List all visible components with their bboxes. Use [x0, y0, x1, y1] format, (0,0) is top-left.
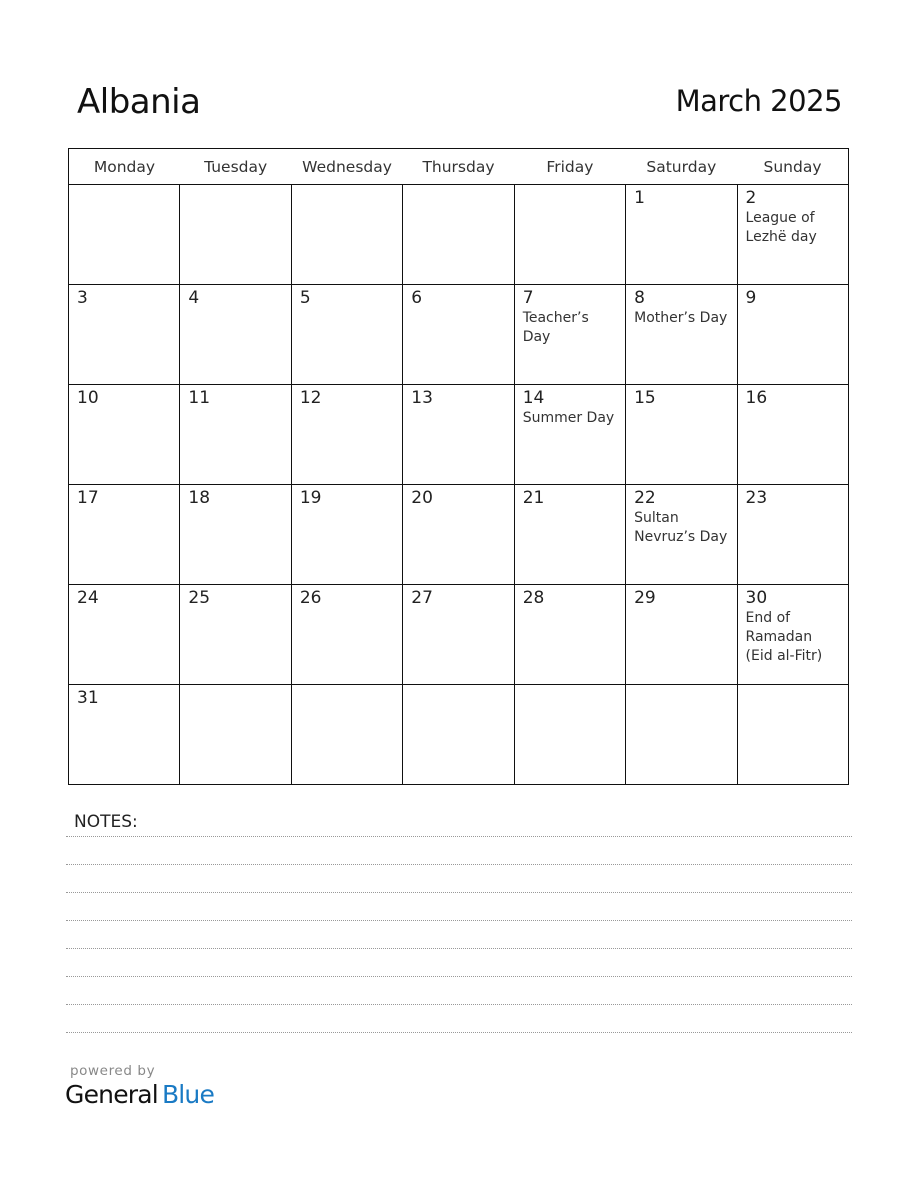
brand-blue: Blue — [161, 1080, 215, 1109]
day-cell — [291, 485, 402, 585]
day-cell — [291, 185, 402, 285]
week-row — [69, 385, 849, 485]
day-cell — [180, 285, 291, 385]
day-cell — [180, 385, 291, 485]
weekday-friday: Friday — [514, 149, 625, 185]
day-cell — [291, 585, 402, 685]
day-cell — [69, 185, 180, 285]
note-line[interactable] — [66, 948, 852, 949]
day-cell — [626, 585, 737, 685]
day-cell — [69, 285, 180, 385]
day-number: 1 — [634, 188, 645, 208]
day-cell — [291, 685, 402, 785]
day-number: 3 — [77, 288, 88, 308]
day-number: 12 — [299, 388, 322, 408]
day-cell — [403, 485, 514, 585]
day-number: 27 — [411, 588, 433, 608]
day-cell — [514, 285, 625, 385]
day-number: 19 — [299, 488, 322, 508]
note-line[interactable] — [66, 892, 852, 893]
day-cell — [737, 385, 848, 485]
day-cell — [514, 585, 625, 685]
day-cell — [626, 685, 737, 785]
weekday-monday: Monday — [69, 149, 180, 185]
holiday-label: Teacher’s Day — [522, 310, 589, 345]
day-number: 31 — [77, 688, 99, 708]
day-cell — [514, 385, 625, 485]
weekday-sunday: Sunday — [737, 149, 848, 185]
holiday-label: Summer Day — [522, 410, 615, 426]
day-cell — [737, 585, 848, 685]
day-cell — [626, 485, 737, 585]
day-number: 10 — [77, 388, 99, 408]
holiday-label: League of Lezhë day — [745, 210, 817, 245]
holiday-label: End of Ramadan (Eid al-Fitr) — [745, 610, 823, 664]
week-row — [69, 685, 849, 785]
weekday-saturday: Saturday — [626, 149, 737, 185]
day-cell — [180, 185, 291, 285]
day-number: 15 — [634, 388, 656, 408]
day-number: 11 — [188, 388, 211, 408]
day-cell — [626, 285, 737, 385]
week-row — [69, 485, 849, 585]
day-number: 2 — [745, 188, 757, 208]
day-number: 8 — [634, 288, 645, 308]
day-cell — [514, 185, 625, 285]
note-line[interactable] — [66, 1004, 852, 1005]
day-number: 13 — [411, 388, 433, 408]
day-cell — [69, 585, 180, 685]
day-cell — [737, 185, 848, 285]
day-cell — [737, 685, 848, 785]
month-year-title: March 2025 — [675, 84, 842, 118]
day-cell — [180, 585, 291, 685]
note-line[interactable] — [66, 920, 852, 921]
day-cell — [69, 685, 180, 785]
day-number: 26 — [299, 588, 322, 608]
day-cell — [514, 485, 625, 585]
day-cell — [403, 585, 514, 685]
day-cell — [403, 685, 514, 785]
day-number: 17 — [77, 488, 99, 508]
day-cell — [69, 485, 180, 585]
notes-label: NOTES: — [74, 812, 138, 832]
note-line[interactable] — [66, 976, 852, 977]
day-number: 7 — [522, 288, 534, 308]
day-number: 24 — [77, 588, 99, 608]
day-cell — [291, 385, 402, 485]
day-cell — [514, 685, 625, 785]
brand-general: General — [65, 1080, 158, 1109]
day-cell — [180, 685, 291, 785]
day-number: 9 — [745, 288, 757, 308]
day-number: 20 — [411, 488, 433, 508]
day-cell — [291, 285, 402, 385]
day-cell — [626, 385, 737, 485]
weekday-header-row — [69, 149, 849, 185]
day-number: 30 — [745, 588, 768, 608]
day-number: 6 — [411, 288, 423, 308]
day-number: 21 — [522, 488, 545, 508]
day-number: 5 — [299, 288, 311, 308]
day-number: 4 — [188, 288, 200, 308]
powered-by-text: powered by — [70, 1063, 156, 1079]
holiday-label: Sultan Nevruz’s Day — [634, 510, 728, 545]
week-row — [69, 185, 849, 285]
weekday-tuesday: Tuesday — [180, 149, 291, 185]
day-number: 16 — [745, 388, 768, 408]
generalblue-logo — [65, 1080, 214, 1109]
weekday-thursday: Thursday — [403, 149, 514, 185]
day-cell — [737, 485, 848, 585]
day-cell — [180, 485, 291, 585]
day-number: 22 — [634, 488, 656, 508]
day-number: 18 — [188, 488, 211, 508]
day-cell — [737, 285, 848, 385]
holiday-label: Mother’s Day — [634, 310, 728, 326]
day-cell — [69, 385, 180, 485]
weekday-wednesday: Wednesday — [291, 149, 402, 185]
note-line[interactable] — [66, 836, 852, 837]
day-cell — [403, 385, 514, 485]
note-line[interactable] — [66, 864, 852, 865]
day-cell — [626, 185, 737, 285]
day-number: 29 — [634, 588, 656, 608]
calendar-grid — [68, 148, 849, 785]
note-line[interactable] — [66, 1032, 852, 1033]
country-title: Albania — [77, 82, 201, 122]
day-cell — [403, 185, 514, 285]
day-number: 25 — [188, 588, 211, 608]
week-row — [69, 285, 849, 385]
day-number: 14 — [522, 388, 545, 408]
day-cell — [403, 285, 514, 385]
day-number: 28 — [522, 588, 545, 608]
week-row — [69, 585, 849, 685]
day-number: 23 — [745, 488, 768, 508]
